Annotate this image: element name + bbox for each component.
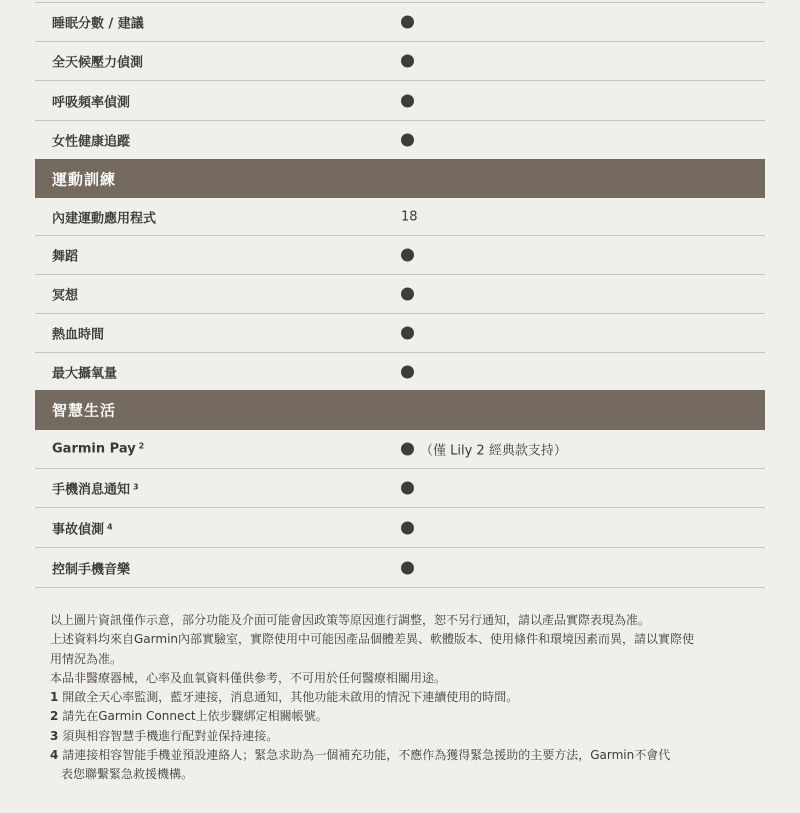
row-label: 最大攝氧量 <box>52 366 118 381</box>
footnote-text: 本品非醫療器械，心率及血氧資料僅供參考，不可用於任何醫療相關用途。 <box>50 670 447 685</box>
footnote-text: 用情況為准。 <box>50 651 123 666</box>
table-row <box>35 548 765 588</box>
table-row <box>35 353 765 390</box>
footnote-text: 上述資料均來自Garmin內部實驗室，實際使用中可能因產品個體差異、軟體版本、使用條件和環境因素而異，請以實際使 <box>50 632 695 647</box>
row-note: （僅 Lily 2 經典款支持） <box>420 443 567 459</box>
section-header-training <box>35 159 765 198</box>
footnote-item: 1 開啟全天心率監測，藍牙連接，消息通知，其他功能未啟用的情況下連續使用的時間。 <box>50 690 519 705</box>
row-label: 熱血時間 <box>52 327 105 343</box>
supported-dot-icon <box>401 327 414 340</box>
footnote-item: 4 請連接相容智能手機並預設連絡人；緊急求助為一個補充功能，不應作為獲得緊急援助的主要方法，Garmin不會代 <box>50 748 671 763</box>
supported-dot-icon <box>401 16 414 29</box>
row-label: 女性健康追蹤 <box>52 134 131 150</box>
supported-dot-icon <box>401 561 414 574</box>
spec-table <box>35 2 765 588</box>
supported-dot-icon <box>401 94 414 107</box>
footnote-text: 以上圖片資訊僅作示意，部分功能及介面可能會因政策等原因進行調整，恕不另行通知，請以產品實際表現為准。 <box>50 613 651 627</box>
section-title: 運動訓練 <box>52 170 117 188</box>
section-header-smart-life <box>35 390 765 430</box>
supported-dot-icon <box>401 482 414 495</box>
supported-dot-icon <box>401 521 414 534</box>
supported-dot-icon <box>401 443 414 456</box>
supported-dot-icon <box>401 249 414 262</box>
table-row <box>35 469 765 508</box>
table-row <box>35 2 765 42</box>
row-label: 呼吸頻率偵測 <box>52 95 131 110</box>
row-label: 內建運動應用程式 <box>52 211 157 226</box>
footnote-item-continued: 表您聯繫緊急救援機構。 <box>61 767 194 782</box>
row-label: Garmin Pay $^2$ <box>52 441 145 457</box>
table-row <box>35 275 765 314</box>
table-row <box>35 198 765 236</box>
row-label: 冥想 <box>52 288 79 304</box>
footnotes <box>50 611 770 785</box>
table-row <box>35 42 765 81</box>
table-row <box>35 430 765 469</box>
supported-dot-icon <box>401 288 414 301</box>
table-row <box>35 121 765 159</box>
row-label: 事故偵測 $^4$ <box>52 522 113 537</box>
supported-dot-icon <box>401 134 414 147</box>
table-row <box>35 508 765 548</box>
section-title: 智慧生活 <box>52 401 117 420</box>
row-label: 控制手機音樂 <box>52 562 131 577</box>
table-row <box>35 236 765 275</box>
row-label: 睡眠分數 / 建議 <box>52 16 144 32</box>
footnote-item: 2 請先在Garmin Connect上依步驟綁定相關帳號。 <box>50 709 328 724</box>
row-label: 手機消息通知 $^3$ <box>52 482 139 498</box>
footnote-item: 3 須與相容智慧手機進行配對並保持連接。 <box>50 728 279 743</box>
supported-dot-icon <box>401 365 414 378</box>
row-value: 18 <box>401 209 418 224</box>
row-label: 舞蹈 <box>52 249 79 265</box>
supported-dot-icon <box>401 55 414 68</box>
table-row <box>35 81 765 121</box>
row-label: 全天候壓力偵測 <box>52 55 144 71</box>
table-row <box>35 314 765 353</box>
